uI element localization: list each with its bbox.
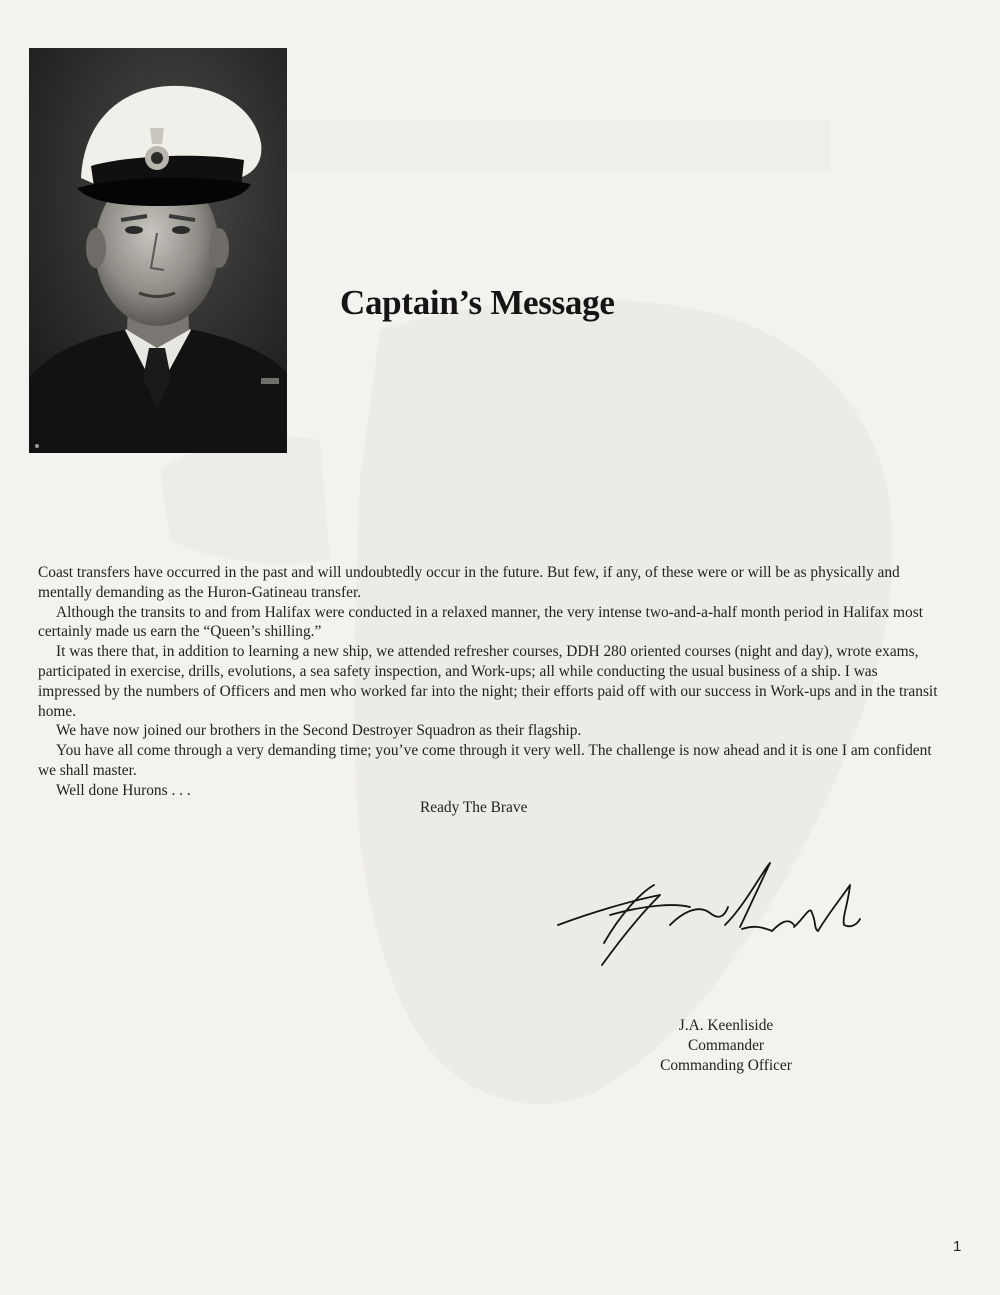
signoff-block bbox=[620, 1016, 832, 1076]
message-body bbox=[38, 563, 938, 801]
signer-name: J.A. Keenliside bbox=[678, 1017, 774, 1034]
captain-portrait-photo bbox=[29, 48, 287, 453]
paragraph: We have now joined our brothers in the Second Destroyer Squadron as their flagship. bbox=[56, 722, 582, 740]
paragraph: Well done Hurons . . . bbox=[56, 781, 191, 799]
paragraph: Although the transits to and from Halifax were conducted in a relaxed manner, the very intense two-and-a-half month period in Halifax most certainly made us earn the “Queen’s shilling.” bbox=[38, 603, 923, 641]
signer-rank: Commander bbox=[687, 1037, 765, 1054]
signer-position: Commanding Officer bbox=[660, 1057, 792, 1074]
page-number: 1 bbox=[953, 1238, 962, 1255]
paragraph: You have all come through a very demanding time; you’ve come through it very well. The challenge is now ahead and it is one I am confident we shall master. bbox=[38, 742, 932, 779]
paragraph: Coast transfers have occurred in the past and will undoubtedly occur in the future. But few, if any, of these were or will be as physically and mentally demanding as the Huron-Gatineau transfer. bbox=[38, 564, 900, 601]
paragraph: It was there that, in addition to learning a new ship, we attended refresher courses, DDH 280 oriented courses (night and day), wrote exams, participated in exercise, drills, evolutions, a sea safety inspection, and Work-ups; all while conducting the usual business of a ship. I was impressed by the numbers of Officers and men who worked far into the night; their efforts paid off with our success in Work-ups and in the transit home. bbox=[38, 643, 938, 720]
motto: Ready The Brave bbox=[420, 799, 528, 816]
page-title: Captain’s Message bbox=[340, 283, 615, 322]
handwritten-signature bbox=[550, 855, 880, 975]
